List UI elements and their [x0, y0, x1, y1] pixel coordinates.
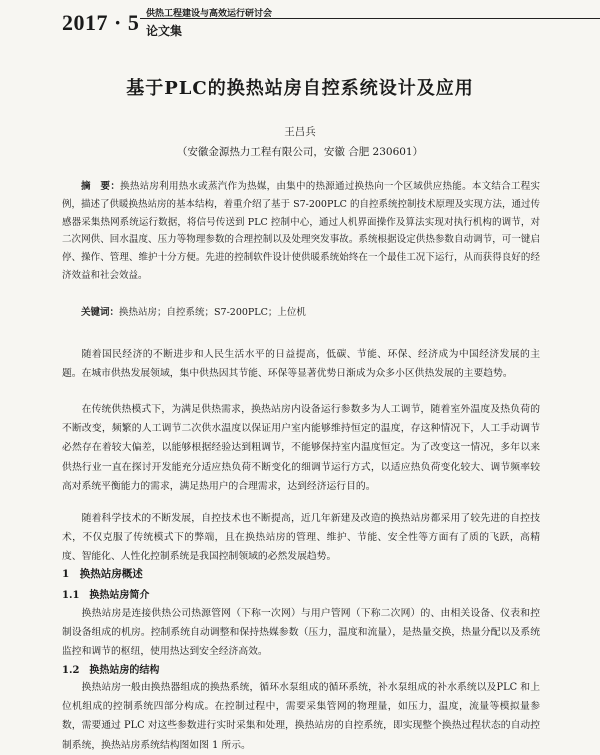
body-paragraph: 随着国民经济的不断进步和人民生活水平的日益提高，低碳、节能、环保、经济成为中国经济发展的主题。在城市供热发展领域，集中供热因其节能、环保等显著优势日渐成为众多小区供热发展的主要趋势。	[62, 349, 540, 380]
page-header	[62, 6, 562, 40]
abstract-text: 换热站房利用热水或蒸汽作为热媒，由集中的热源通过换热向一个区域供应热能。本文结合工程实例，描述了供暖换热站房的基本结构，着重介绍了基于 S7-200PLC 的自控系统控制技术原理及实现方法，通过传感器采集热网系统运行数据，将信号传送到 PLC 控制中心，通过人机界面操作及算法实现对执行机构的调节，对二次网供、回水温度、压力等物理参数的合理控制以及处理突发事故。系统根据设定供热参数自动调节，可一键启停、操作、管理、维护十分方便。先进的控制软件设计使供暖系统始终在一个最佳工况下运行，从而获得良好的经济效益和社会效益。	[62, 181, 540, 281]
author-name: 王吕兵	[284, 126, 316, 138]
collection-label: 论文集	[146, 24, 183, 38]
author-affiliation: （安徽金源热力工程有限公司，安徽 合肥 230601）	[176, 146, 424, 158]
body-paragraph: 换热站房一般由换热器组成的换热系统，循环水泵组成的循环系统，补水泵组成的补水系统以及PLC 和上位机组成的控制系统四部分构成。在控制过程中，需要采集管网的物理量，如压力，温度，流量等模拟量参数，需要通过 PLC 对这些参数进行实时采集和处理，换热站房的自控系统，即实现整个换热过程状态的自动控制系统，换热站房系统结构图如图 1 所示。	[62, 682, 540, 751]
journal-issue: 2017 · 5	[62, 10, 140, 35]
body-paragraph: 在传统供热模式下，为满足供热需求，换热站房内设备运行参数多为人工调节，随着室外温度及热负荷的不断改变，频繁的人工调节二次供水温度以保证用户室内能够维持恒定的温度，存这种情况下，人工手动调节必然存在着较大偏差，以能够根据经验达到粗调节，不能够保持室内温度恒定。为了改变这一情况，多年以来供热行业一直在探讨开发能充分适应热负荷不断变化的细调节运行方式，以适应热负荷变化较大、调节频率较高对系统平衡能力的需求，满足热用户的合理需求，达到经济运行目的。	[62, 404, 540, 492]
conference-name: 供热工程建设与高效运行研讨会	[146, 9, 273, 19]
header-rule	[140, 18, 600, 19]
body-paragraph: 换热站房是连接供热公司热源管网（下称一次网）与用户管网（下称二次网）的、由相关设备、仪表和控制设备组成的机房。控制系统自动调整和保持热媒参数（压力，温度和流量），是热量交换，热量分配以及系统监控和调节的枢纽，使用热达到安全经济高效。	[62, 608, 540, 658]
abstract	[62, 178, 540, 285]
abstract-label: 摘 要：	[81, 181, 121, 192]
body-paragraph: 随着科学技术的不断发展，自控技术也不断提高，近几年新建及改造的换热站房都采用了较先进的自控技术，不仅克服了传统模式下的弊端，且在换热站房的管理、维护、节能、安全性等方面有了质的飞跃，高精度、智能化、人性化控制系统是我国控制领域的必然发展趋势。	[62, 513, 540, 563]
keywords	[62, 304, 540, 318]
subsection-heading: 1.1 换热站房简介	[62, 590, 150, 601]
section-heading: 1 换热站房概述	[62, 568, 143, 580]
article-title: 基于PLC的换热站房自控系统设计及应用	[126, 78, 474, 99]
keywords-label: 关键词：	[81, 307, 120, 318]
subsection-heading: 1.2 换热站房的结构	[62, 665, 160, 676]
keywords-text: 换热站房；自控系统；S7-200PLC；上位机	[119, 307, 306, 318]
